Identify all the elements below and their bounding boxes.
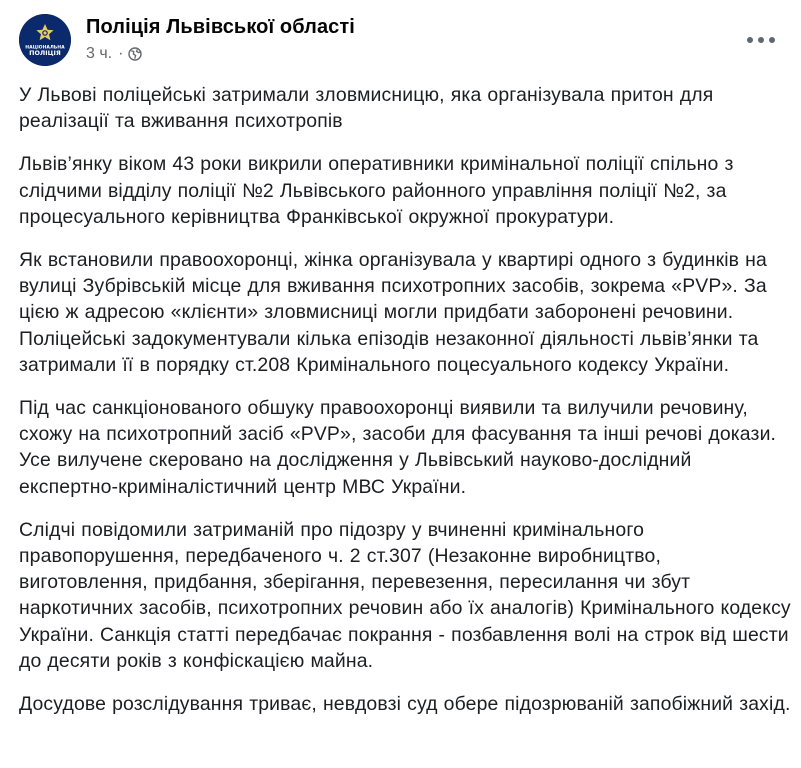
police-logo-icon — [19, 14, 71, 66]
post-paragraph: Слідчі повідомили затриманій про підозру у вчиненні кримінального правопорушення, передбаченого ч. 2 ст.307 (Незаконне виробництво, виготовлення, придбання, зберігання, перевезення, пересилання чи збут наркотичних засобів, психотропних речовин або їх аналогів) Кримінального кодексу України. Санкція статті передбачає покрання - позбавлення волі на строк від шести до десяти років з конфіскацією майна. — [19, 518, 791, 672]
avatar-line1: НАЦІОНАЛЬНА — [25, 45, 65, 51]
page-name-link[interactable]: Поліція Львівської області — [86, 16, 355, 38]
post-header — [19, 14, 791, 72]
post-paragraph: Досудове розслідування триває, невдовзі суд обере підозрюваній запобіжний захід. — [19, 693, 791, 716]
post-meta — [86, 45, 142, 63]
globe-icon[interactable] — [128, 47, 142, 61]
post-paragraph: У Львові поліцейські затримали зловмисницю, яка організувала притон для реалізації та вживання психотропів — [19, 84, 714, 133]
post-body — [19, 82, 794, 734]
avatar[interactable] — [19, 14, 71, 66]
post-paragraph: Поліцейські задокументували кілька епізодів незаконної діяльності львів’янки та затримали її в порядку ст.208 Кримінального поцесуального кодексу України. — [19, 327, 759, 376]
avatar-line2: ПОЛІЦІЯ — [29, 49, 61, 57]
meta-separator: · — [118, 45, 124, 62]
post-paragraph: Під час санкціонованого обшуку правоохоронці виявили та вилучили речовину, схожу на психотропний засіб «PVP», засоби для фасування та інші речові докази. Усе вилучене скеровано на дослідження у Львівський науково-дослідний експертно-криміналістичний центр МВС України. — [19, 397, 777, 498]
post-paragraph: Як встановили правоохоронці, жінка організувала у квартирі одного з будинків на вулиці Зубрівській місце для вживання психотропних засобів, зокрема «PVP». За цією ж адресою «клієнти» зловмисниці могли придбати заборонені речовини. — [19, 249, 767, 324]
post-paragraph: Львів’янку віком 43 роки викрили оперативники кримінальної поліції спільно з слідчими відділу поліції №2 Львівського районного управління поліції №2, за процесуального керівництва Франківської окружної прокуратури. — [19, 153, 734, 228]
more-options-icon[interactable] — [747, 34, 775, 46]
post-timestamp[interactable]: 3 ч. — [86, 45, 113, 62]
